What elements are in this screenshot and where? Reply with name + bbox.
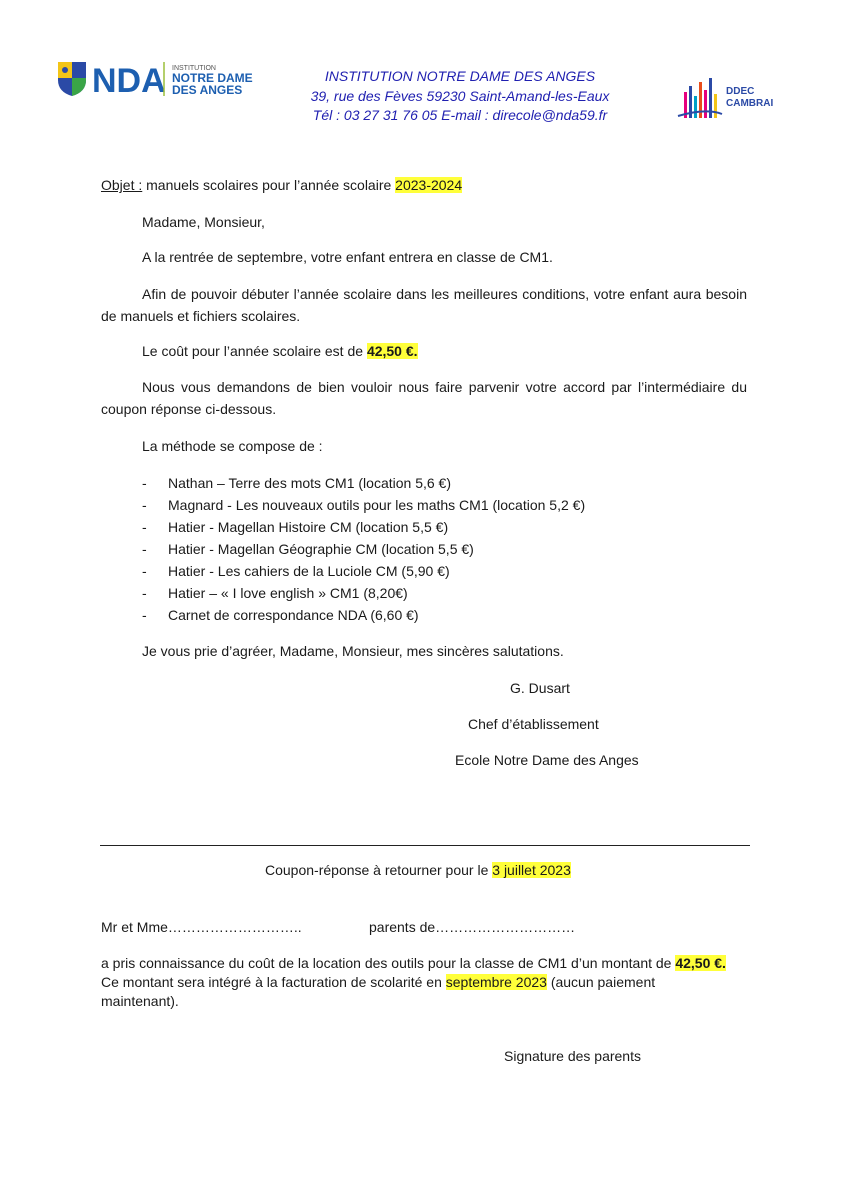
ddec-logo (676, 74, 780, 124)
ddec-logo-graphic (676, 74, 780, 124)
coupon-title-text: Coupon-réponse à retourner pour le (265, 862, 493, 878)
coupon-return-date: 3 juillet 2023 (492, 862, 571, 878)
ack-line-2: Ce montant sera intégré à la facturation de scolarité en septembre 2023 (aucun paiement (101, 974, 656, 990)
signatory-school: Ecole Notre Dame des Anges (455, 752, 639, 768)
logo-line3: DES ANGES (172, 83, 243, 97)
signatory-title: Chef d’établissement (468, 716, 599, 732)
signatory-name: G. Dusart (510, 680, 570, 696)
list-item: - Hatier – « I love english » CM1 (8,20€) (142, 585, 408, 601)
list-item: - Magnard - Les nouveaux outils pour les maths CM1 (location 5,2 €) (142, 497, 586, 513)
subject-text: manuels scolaires pour l’année scolaire (142, 177, 396, 193)
cost-line (142, 341, 418, 361)
logo-line1: INSTITUTION (172, 65, 216, 72)
list-item: - Hatier - Magellan Géographie CM (location 5,5 €) (142, 541, 474, 557)
parents-signature-label: Signature des parents (504, 1048, 641, 1064)
coupon-separator (100, 845, 750, 846)
subject-label: Objet : (101, 177, 143, 193)
greeting: Madame, Monsieur, (142, 214, 265, 230)
agreement-paragraph: Nous vous demandons de bien vouloir nous faire parvenir votre accord par l’intermédiaire du coupon réponse ci-dessous. (101, 379, 747, 417)
conditions-paragraph: Afin de pouvoir débuter l’année scolaire dans les meilleures conditions, votre enfant aura besoin de manuels et fichiers scolaires. (101, 286, 747, 324)
subject-year: 2023-2024 (395, 177, 463, 193)
cost-value: 42,50 €. (366, 343, 418, 359)
logo-line2: NOTRE DAME (172, 71, 253, 85)
ack-month: septembre 2023 (445, 974, 547, 990)
list-item: - Carnet de correspondance NDA (6,60 €) (142, 607, 419, 623)
ddec-line1: DDEC (726, 86, 755, 97)
institution-address: 39, rue des Fèves 59230 Saint-Amand-les-Eaux (310, 88, 610, 104)
subject-line (101, 175, 462, 195)
cost-text: Le coût pour l’année scolaire est de (142, 343, 367, 359)
logo-brand-text: NDA (92, 62, 166, 98)
list-item: - Hatier - Magellan Histoire CM (location 5,5 €) (142, 519, 449, 535)
list-item: - Nathan – Terre des mots CM1 (location 5,6 €) (142, 475, 451, 491)
institution-logo (56, 58, 276, 98)
parents-of-field: parents de………………………… (369, 919, 576, 935)
institution-contact: Tél : 03 27 31 76 05 E-mail : direcole@nda59.fr (312, 107, 608, 123)
list-item: - Hatier - Les cahiers de la Luciole CM (5,90 €) (142, 563, 450, 579)
institution-logo-graphic (56, 58, 276, 98)
method-intro: La méthode se compose de : (142, 438, 323, 454)
mr-mme-field: Mr et Mme……………………….. (101, 919, 302, 935)
institution-name: INSTITUTION NOTRE DAME DES ANGES (324, 68, 596, 84)
coupon-title (265, 860, 571, 880)
ack-line-3: maintenant). (101, 993, 179, 1009)
ack-line-1: a pris connaissance du coût de la location des outils pour la classe de CM1 d’un montant de 42,50 €. (101, 955, 726, 971)
ddec-line2: CAMBRAI (726, 98, 774, 109)
closing-line: Je vous prie d’agréer, Madame, Monsieur, mes sincères salutations. (142, 643, 564, 659)
ack-amount: 42,50 €. (675, 955, 726, 971)
intro-paragraph: A la rentrée de septembre, votre enfant entrera en classe de CM1. (142, 249, 553, 265)
